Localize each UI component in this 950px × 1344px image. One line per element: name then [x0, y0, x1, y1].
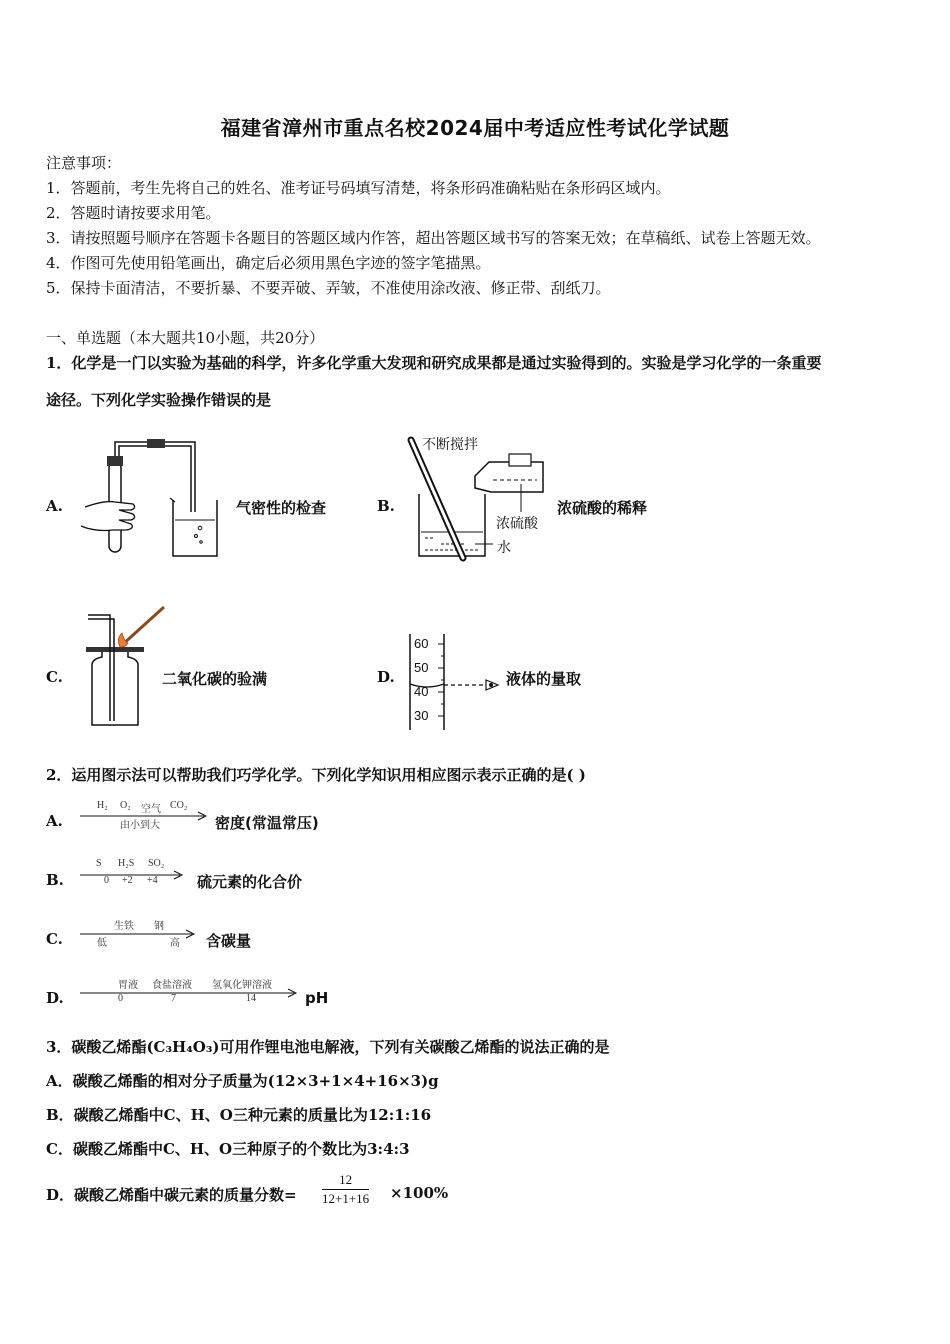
- q1-option-b-label[interactable]: B.: [377, 497, 395, 515]
- notice-item-4: 4．作图可先使用铅笔画出，确定后必须用黑色字迹的签字笔描黑。: [46, 254, 491, 272]
- q1-option-d-caption: 液体的量取: [506, 670, 582, 688]
- q2-option-d-label[interactable]: D.: [46, 989, 64, 1007]
- page-title: 福建省漳州市重点名校2024届中考适应性考试化学试题: [220, 116, 730, 140]
- q2-d-ph7: 7: [171, 993, 176, 1004]
- airtightness-check-figure: [75, 432, 235, 562]
- q1-option-a-caption: 气密性的检查: [236, 499, 327, 517]
- q2-option-d-caption: pH: [305, 989, 329, 1007]
- q2-option-a-caption: 密度(常温常压): [215, 814, 319, 832]
- notice-item-2: 2．答题时请按要求用笔。: [46, 204, 221, 222]
- q2-c-steel: 钢: [154, 921, 164, 932]
- q1-option-c-label[interactable]: C.: [46, 668, 63, 686]
- q2-d-ph0: 0: [118, 993, 123, 1004]
- fraction-numerator: 12: [322, 1172, 369, 1190]
- q3-option-c[interactable]: C．碳酸乙烯酯中C、H、O三种原子的个数比为3:4:3: [46, 1140, 410, 1158]
- q2-a-o2: O₂: [120, 800, 131, 811]
- q1-stem-line2: 途径。下列化学实验操作错误的是: [46, 391, 272, 409]
- q2-c-high: 高: [170, 938, 180, 949]
- q3-option-a[interactable]: A．碳酸乙烯酯的相对分子质量为(12×3+1×4+16×3)g: [46, 1072, 439, 1090]
- fig-water-label: 水: [497, 540, 511, 556]
- q2-a-co2: CO₂: [170, 800, 188, 811]
- q3-d-suffix: ×100%: [390, 1184, 449, 1202]
- q2-b-so2: SO₂: [148, 858, 165, 869]
- q1-option-c-caption: 二氧化碳的验满: [162, 670, 268, 688]
- q2-c-low: 低: [97, 938, 107, 949]
- q1-option-a-label[interactable]: A.: [46, 497, 63, 515]
- tick-60: 60: [414, 636, 429, 651]
- q2-option-b-label[interactable]: B.: [46, 871, 64, 889]
- q3-stem: 3．碳酸乙烯酯(C₃H₄O₃)可用作锂电池电解液，下列有关碳酸乙烯酯的说法正确的是: [46, 1038, 610, 1056]
- fraction-denominator: 12+1+16: [322, 1191, 370, 1206]
- q3-d-fraction: [322, 1172, 369, 1207]
- q3-option-d[interactable]: D．碳酸乙烯酯中碳元素的质量分数=: [46, 1186, 297, 1204]
- q2-b-val-0: 0: [104, 875, 109, 886]
- q2-option-c-label[interactable]: C.: [46, 930, 63, 948]
- q1-option-d-label[interactable]: D.: [377, 668, 395, 686]
- fig-acid-label: 浓硫酸: [496, 516, 538, 532]
- q2-b-h2s: H₂S: [118, 858, 135, 869]
- q2-c-pig-iron: 生铁: [114, 921, 134, 932]
- q2-option-a-label[interactable]: A.: [46, 812, 63, 830]
- tick-30: 30: [414, 708, 429, 723]
- q2-b-val-2: +2: [122, 875, 133, 886]
- section-heading: 一、单选题（本大题共10小题，共20分）: [46, 329, 325, 347]
- q1-option-b-caption: 浓硫酸的稀释: [557, 499, 648, 517]
- notice-item-1: 1．答题前，考生先将自己的姓名、准考证号码填写清楚，将条形码准确粘贴在条形码区域内。: [46, 179, 671, 197]
- q2-a-air: 空气: [141, 804, 161, 815]
- q2-d-gastric: 胃液: [118, 980, 138, 991]
- notice-heading: 注意事项：: [46, 154, 122, 172]
- q2-c-arrow: [78, 924, 198, 944]
- q3-option-b[interactable]: B．碳酸乙烯酯中C、H、O三种元素的质量比为12:1:16: [46, 1106, 432, 1124]
- q2-option-b-caption: 硫元素的化合价: [197, 873, 303, 891]
- notice-item-5: 5．保持卡面清洁，不要折暴、不要弄破、弄皱，不准使用涂改液、修正带、刮纸刀。: [46, 279, 611, 297]
- q2-d-salt: 食盐溶液: [152, 980, 192, 991]
- q2-option-c-caption: 含碳量: [206, 932, 252, 950]
- q2-b-val-4: +4: [147, 875, 158, 886]
- tick-50: 50: [414, 660, 429, 675]
- q2-d-ph14: 14: [246, 993, 256, 1004]
- q2-b-s: S: [96, 858, 102, 869]
- q2-d-koh: 氢氧化钾溶液: [212, 980, 272, 991]
- q2-stem: 2．运用图示法可以帮助我们巧学化学。下列化学知识用相应图示表示正确的是( ): [46, 766, 586, 784]
- q2-a-h2: H₂: [97, 800, 108, 811]
- fig-stir-label: 不断搅拌: [422, 437, 478, 453]
- q1-stem-line1: 1．化学是一门以实验为基础的科学，许多化学重大发现和研究成果都是通过实验得到的。实验是学习化学的一条重要: [46, 354, 822, 372]
- co2-test-figure: [80, 603, 170, 728]
- notice-item-3: 3．请按照题号顺序在答题卡各题目的答题区域内作答，超出答题区域书写的答案无效；在草稿纸、试卷上答题无效。: [46, 229, 821, 247]
- tick-40: 40: [414, 684, 429, 699]
- q2-a-order: 由小到大: [120, 820, 160, 831]
